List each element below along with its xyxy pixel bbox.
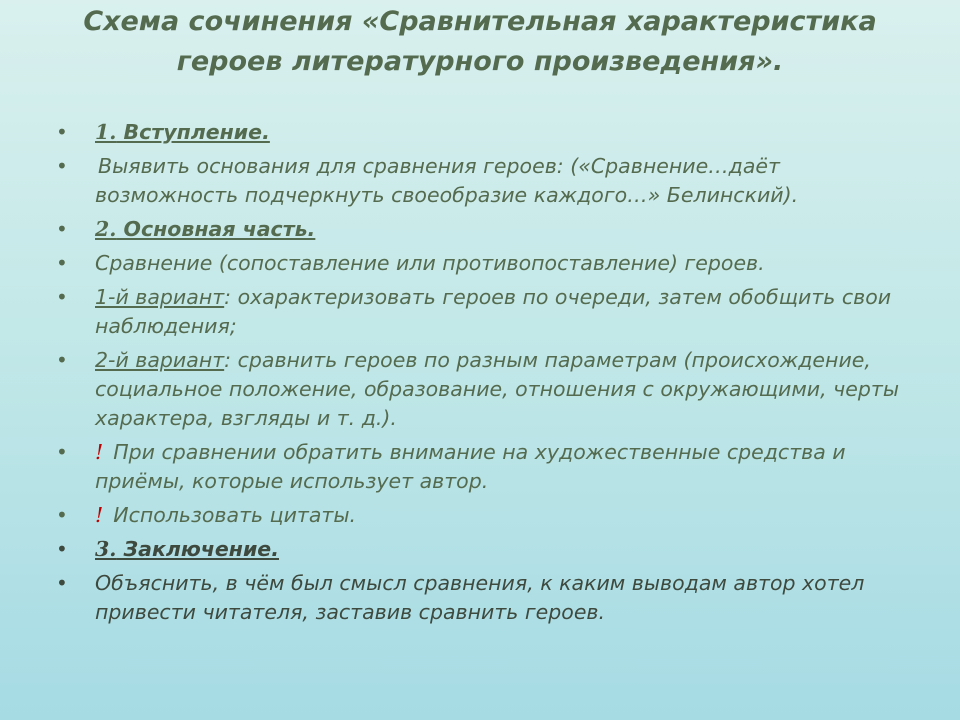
section-heading-conclusion	[95, 537, 279, 561]
section-number: 2.	[95, 217, 117, 241]
list-item-introduction	[56, 118, 906, 147]
bullet-icon: •	[56, 537, 68, 561]
bullet-icon: •	[56, 251, 68, 275]
bullet-icon: •	[56, 571, 68, 595]
list-item-variant-1	[56, 283, 906, 341]
section-heading-introduction	[95, 120, 270, 144]
bullet-icon: •	[56, 217, 68, 241]
item-text: Объяснить, в чём был смысл сравнения, к каким выводам автор хотел привести читателя, заставив сравнить героев.	[95, 571, 865, 624]
item-text: Сравнение (сопоставление или противопоставление) героев.	[95, 251, 765, 275]
section-title: Вступление.	[116, 120, 270, 144]
item-text: Выявить основания для сравнения героев: («Сравнение…даёт возможность подчеркнуть своеобразие каждого…» Белинский).	[95, 154, 799, 207]
exclamation-icon: !	[95, 503, 104, 527]
list-item-main-part	[56, 215, 906, 244]
section-title: Основная часть.	[116, 217, 316, 241]
item-text: : сравнить героев по разным параметрам (происхождение, социальное положение, образование, отношения с окружающими, черты характера, взгляды и т. д.).	[95, 348, 900, 430]
list-item-artistic-means	[56, 438, 906, 496]
bullet-icon: •	[56, 120, 68, 144]
variant-label: 1-й вариант	[95, 285, 225, 309]
list-item-quotes	[56, 501, 906, 530]
outline-list	[56, 118, 906, 632]
section-title: Заключение.	[116, 537, 279, 561]
list-item-explain	[56, 569, 906, 627]
item-text: : охарактеризовать героев по очереди, затем обобщить свои наблюдения;	[95, 285, 892, 338]
section-heading-main-part	[95, 217, 315, 241]
bullet-icon: •	[56, 348, 68, 372]
variant-label: 2-й вариант	[95, 348, 225, 372]
list-item-comparison-basis	[56, 152, 906, 210]
exclamation-icon: !	[95, 440, 104, 464]
bullet-icon: •	[56, 285, 68, 309]
bullet-icon: •	[56, 154, 68, 178]
list-item-conclusion	[56, 535, 906, 564]
section-number: 3.	[95, 537, 117, 561]
slide-title: Схема сочинения «Сравнительная характеристика героев литературного произведения».	[83, 6, 877, 77]
bullet-icon: •	[56, 503, 68, 527]
list-item-comparison	[56, 249, 906, 278]
item-text: Использовать цитаты.	[113, 503, 357, 527]
bullet-icon: •	[56, 440, 68, 464]
item-text: При сравнении обратить внимание на художественные средства и приёмы, которые использует автор.	[95, 440, 846, 493]
list-item-variant-2	[56, 346, 906, 433]
section-number: 1.	[95, 120, 117, 144]
